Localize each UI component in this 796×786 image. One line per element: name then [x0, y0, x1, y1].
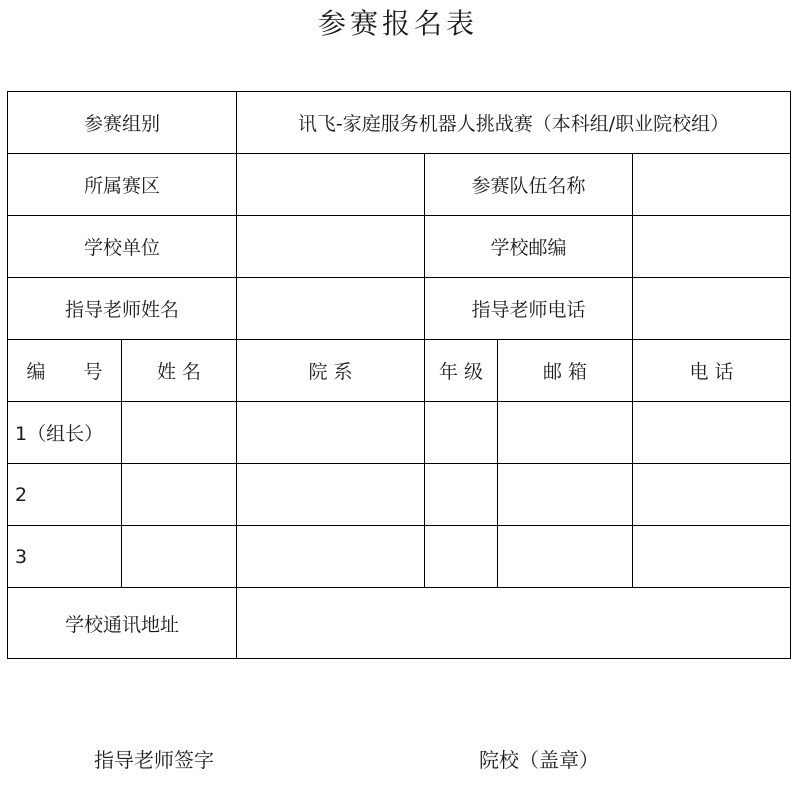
header-number: 编 号 [8, 340, 122, 402]
member-name-field[interactable] [122, 402, 237, 464]
region-field[interactable] [237, 154, 425, 216]
member-name-field[interactable] [122, 464, 237, 526]
address-field[interactable] [237, 588, 791, 659]
header-email: 邮 箱 [498, 340, 633, 402]
member-department-field[interactable] [237, 526, 425, 588]
form-title: 参赛报名表 [317, 7, 478, 40]
school-field[interactable] [237, 216, 425, 278]
member-phone-field[interactable] [633, 402, 791, 464]
region-row [8, 154, 791, 216]
postcode-field[interactable] [633, 216, 791, 278]
address-label: 学校通讯地址 [8, 588, 237, 659]
member-number: 1（组长） [8, 402, 122, 464]
member-email-field[interactable] [498, 464, 633, 526]
school-seal-label: 院校（盖章） [479, 748, 599, 772]
postcode-label: 学校邮编 [425, 216, 633, 278]
member-email-field[interactable] [498, 526, 633, 588]
header-name: 姓 名 [122, 340, 237, 402]
member-grade-field[interactable] [425, 464, 498, 526]
header-department: 院 系 [237, 340, 425, 402]
team-name-label: 参赛队伍名称 [425, 154, 633, 216]
member-name-field[interactable] [122, 526, 237, 588]
address-row [8, 588, 791, 659]
advisor-phone-label: 指导老师电话 [425, 278, 633, 340]
advisor-row [8, 278, 791, 340]
school-label: 学校单位 [8, 216, 237, 278]
member-grade-field[interactable] [425, 402, 498, 464]
member-department-field[interactable] [237, 464, 425, 526]
group-row [8, 92, 791, 154]
header-grade: 年 级 [425, 340, 498, 402]
member-grade-field[interactable] [425, 526, 498, 588]
member-row [8, 464, 791, 526]
advisor-signature-label: 指导老师签字 [94, 748, 214, 772]
header-phone: 电 话 [633, 340, 791, 402]
group-label: 参赛组别 [8, 92, 237, 154]
team-name-field[interactable] [633, 154, 791, 216]
member-department-field[interactable] [237, 402, 425, 464]
group-value: 讯飞-家庭服务机器人挑战赛（本科组/职业院校组） [237, 92, 791, 154]
member-header-row [8, 340, 791, 402]
advisor-name-field[interactable] [237, 278, 425, 340]
region-label: 所属赛区 [8, 154, 237, 216]
member-email-field[interactable] [498, 402, 633, 464]
member-row [8, 402, 791, 464]
member-number: 3 [8, 526, 122, 588]
member-phone-field[interactable] [633, 526, 791, 588]
member-number: 2 [8, 464, 122, 526]
registration-form-table [7, 91, 791, 659]
school-row [8, 216, 791, 278]
advisor-phone-field[interactable] [633, 278, 791, 340]
advisor-name-label: 指导老师姓名 [8, 278, 237, 340]
member-row [8, 526, 791, 588]
member-phone-field[interactable] [633, 464, 791, 526]
